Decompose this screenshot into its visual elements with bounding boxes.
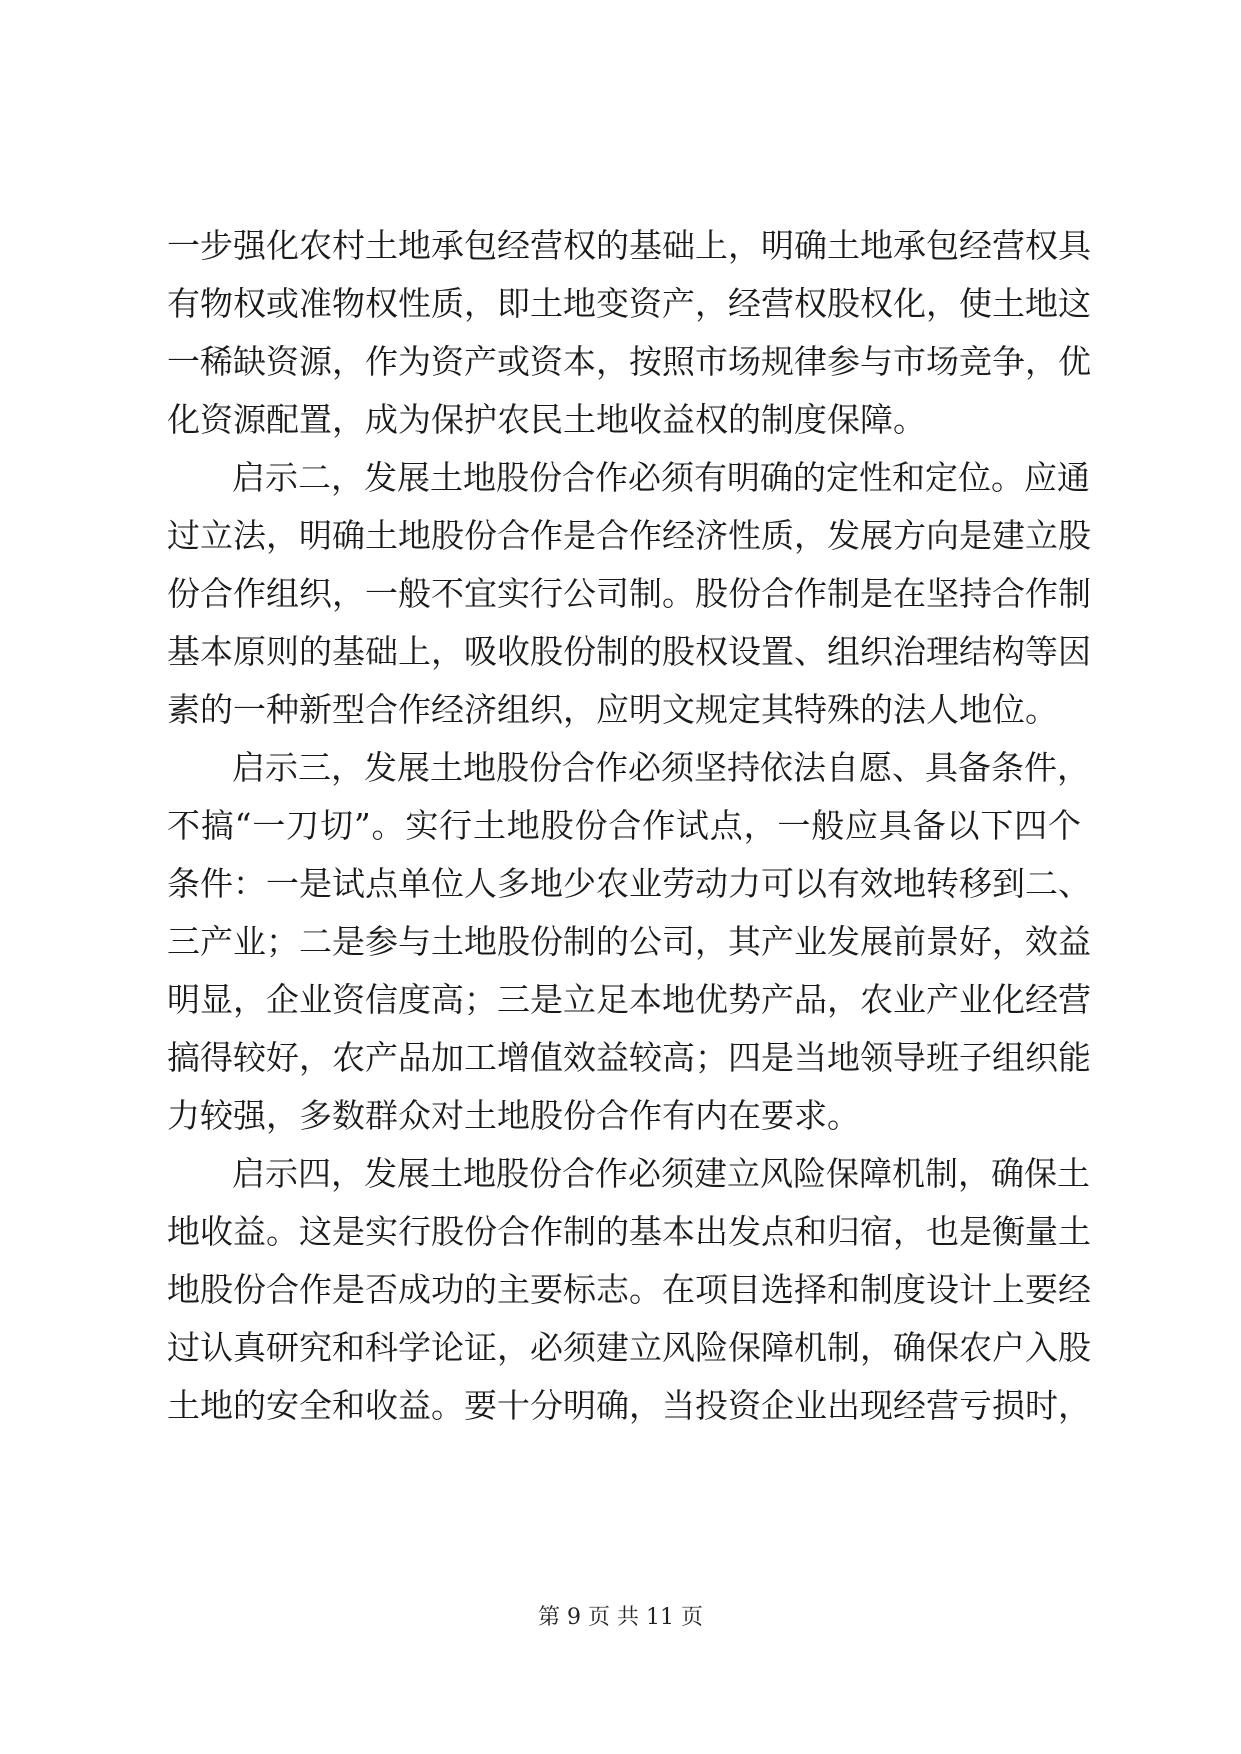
body-text-line: 素的一种新型合作经济组织，应明文规定其特殊的法人地位。 — [167, 690, 1058, 729]
body-text-line: 力较强，多数群众对土地股份合作有内在要求。 — [167, 1096, 860, 1135]
body-text-line: 土地的安全和收益。要十分明确，当投资企业出现经营亏损时， — [167, 1386, 1091, 1425]
body-text-line: 三产业；二是参与土地股份制的公司，其产业发展前景好，效益 — [167, 922, 1091, 961]
page-number-footer: 第 9 页 共 11 页 — [538, 1605, 703, 1630]
body-text-line: 地收益。这是实行股份合作制的基本出发点和归宿，也是衡量土 — [167, 1212, 1091, 1251]
body-text-line: 一步强化农村土地承包经营权的基础上，明确土地承包经营权具 — [167, 226, 1091, 265]
body-text-line: 有物权或准物权性质，即土地变资产，经营权股权化，使土地这 — [167, 284, 1091, 323]
body-text-line: 启示三，发展土地股份合作必须坚持依法自愿、具备条件， — [232, 748, 1090, 787]
body-text-line: 地股份合作是否成功的主要标志。在项目选择和制度设计上要经 — [167, 1270, 1091, 1309]
body-text-line: 不搞“一刀切”。实行土地股份合作试点，一般应具备以下四个 — [167, 806, 1081, 845]
body-text-line: 启示四，发展土地股份合作必须建立风险保障机制，确保土 — [232, 1154, 1090, 1193]
body-text-line: 份合作组织，一般不宜实行公司制。股份合作制是在坚持合作制 — [167, 574, 1091, 613]
body-text-line: 过立法，明确土地股份合作是合作经济性质，发展方向是建立股 — [167, 516, 1091, 555]
body-text-line: 过认真研究和科学论证，必须建立风险保障机制，确保农户入股 — [167, 1328, 1091, 1367]
body-text-line: 启示二，发展土地股份合作必须有明确的定性和定位。应通 — [232, 458, 1090, 497]
body-text-line: 条件：一是试点单位人多地少农业劳动力可以有效地转移到二、 — [167, 864, 1091, 903]
body-text-line: 一稀缺资源，作为资产或资本，按照市场规律参与市场竞争，优 — [167, 342, 1091, 381]
body-text-line: 基本原则的基础上，吸收股份制的股权设置、组织治理结构等因 — [167, 632, 1091, 671]
body-text-line: 搞得较好，农产品加工增值效益较高；四是当地领导班子组织能 — [167, 1038, 1091, 1077]
body-text-line: 明显，企业资信度高；三是立足本地优势产品，农业产业化经营 — [167, 980, 1091, 1019]
body-text-line: 化资源配置，成为保护农民土地收益权的制度保障。 — [167, 400, 926, 439]
